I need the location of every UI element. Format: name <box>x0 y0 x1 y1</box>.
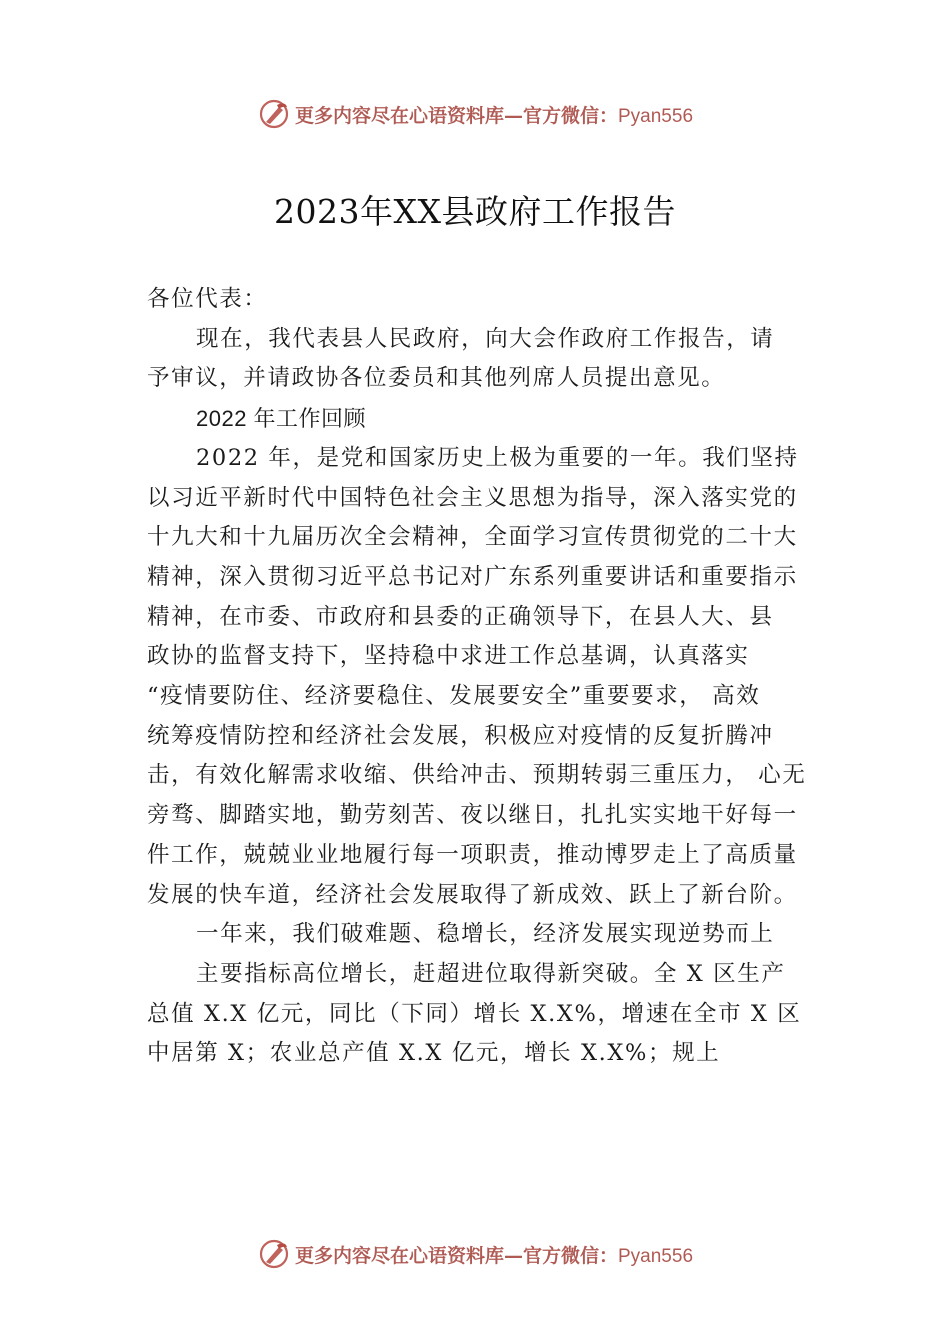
section-heading: 2022 年工作回顾 <box>196 406 367 432</box>
text-line: 十九大和十九届历次全会精神，全面学习宣传贯彻党的二十大 <box>147 524 798 551</box>
document-body <box>147 280 819 1074</box>
watermark-text <box>295 101 693 128</box>
brush-logo-icon <box>257 1237 291 1271</box>
text-line: 精神，深入贯彻习近平总书记对广东系列重要讲话和重要指示 <box>147 563 798 590</box>
text-line: 现在，我代表县人民政府，向大会作政府工作报告，请 <box>196 325 775 352</box>
text-line: 件工作，兢兢业业地履行每一项职责，推动博罗走上了高质量 <box>147 841 798 868</box>
text-line: 精神，在市委、市政府和县委的正确领导下，在县人大、县 <box>147 603 774 630</box>
salutation: 各位代表： <box>147 286 268 312</box>
text-line: 旁骛、脚踏实地，勤劳刻苦、夜以继日，扎扎实实地干好每一 <box>147 802 798 829</box>
text-line: 总值 X.X 亿元，同比（下同）增长 X.X%，增速在全市 X 区 <box>147 1000 802 1027</box>
watermark-header <box>0 96 950 132</box>
watermark-label: 更多内容尽在心语资料库—官方微信： <box>294 1244 618 1267</box>
paragraph-indicators <box>147 955 819 1074</box>
document-title: 2023年XX县政府工作报告 <box>274 192 676 231</box>
text-line: 2022 年，是党和国家历史上极为重要的一年。我们坚持 <box>196 444 799 471</box>
watermark-label: 更多内容尽在心语资料库—官方微信： <box>294 104 618 127</box>
paragraph-intro <box>147 320 819 399</box>
text-line: 击，有效化解需求收缩、供给冲击、预期转弱三重压力， 心无 <box>147 762 807 789</box>
text-line: 主要指标高位增长，赶超进位取得新突破。全 X 区生产 <box>196 960 786 987</box>
text-line: 发展的快车道，经济社会发展取得了新成效、跃上了新台阶。 <box>147 881 798 908</box>
paragraph-review <box>147 439 819 915</box>
watermark-footer <box>0 1236 950 1272</box>
paragraph-year-summary: 一年来，我们破难题、稳增长，经济发展实现逆势而上 <box>196 921 775 948</box>
watermark-text <box>295 1241 693 1268</box>
text-line: 统筹疫情防控和经济社会发展，积极应对疫情的反复折腾冲 <box>147 722 774 749</box>
text-line: 政协的监督支持下，坚持稳中求进工作总基调，认真落实 <box>147 643 750 670</box>
text-line: “疫情要防住、经济要稳住、发展要安全”重要要求， 高效 <box>147 683 761 710</box>
text-line: 予审议，并请政协各位委员和其他列席人员提出意见。 <box>147 365 726 392</box>
watermark-handle: Pyan556 <box>618 105 694 127</box>
watermark-handle: Pyan556 <box>618 1245 694 1267</box>
text-line: 中居第 X；农业总产值 X.X 亿元，增长 X.X%；规上 <box>147 1040 721 1067</box>
text-line: 以习近平新时代中国特色社会主义思想为指导，深入落实党的 <box>147 484 798 511</box>
brush-logo-icon <box>257 97 291 131</box>
